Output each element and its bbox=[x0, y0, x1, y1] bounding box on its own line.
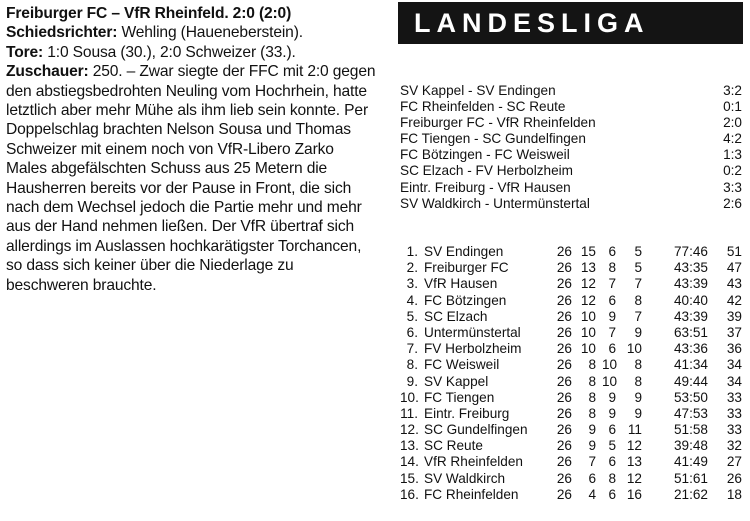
result-row bbox=[400, 83, 742, 99]
standing-rank: 3. bbox=[406, 276, 418, 292]
standing-played: 26 bbox=[556, 276, 572, 292]
standing-rank: 2. bbox=[406, 260, 418, 276]
standing-drawn: 10 bbox=[602, 357, 618, 373]
standing-rank: 16. bbox=[400, 486, 419, 502]
standing-points: 33 bbox=[726, 405, 742, 421]
standing-row bbox=[400, 293, 742, 309]
standing-won: 10 bbox=[580, 308, 596, 324]
standing-won: 8 bbox=[588, 357, 596, 373]
standing-points: 33 bbox=[726, 389, 742, 405]
standing-team: Untermünstertal bbox=[424, 324, 521, 340]
standing-drawn: 5 bbox=[608, 438, 616, 454]
standing-played: 26 bbox=[556, 405, 572, 421]
standing-goals: 41:49 bbox=[673, 454, 708, 470]
standing-team: FC Rheinfelden bbox=[424, 486, 519, 502]
standing-row bbox=[400, 471, 742, 487]
standing-points: 37 bbox=[726, 324, 742, 340]
standing-row bbox=[400, 406, 742, 422]
standing-lost: 16 bbox=[626, 486, 642, 502]
standing-drawn: 8 bbox=[608, 260, 616, 276]
attendance-label: Zuschauer: bbox=[6, 63, 89, 81]
standing-won: 15 bbox=[580, 244, 596, 259]
result-score: 0:1 bbox=[723, 99, 742, 115]
standing-rank: 11. bbox=[400, 405, 418, 421]
standing-won: 9 bbox=[588, 422, 596, 438]
standing-points: 34 bbox=[726, 357, 742, 373]
standing-team: SV Kappel bbox=[424, 373, 489, 389]
standing-lost: 8 bbox=[634, 373, 642, 389]
standing-team: SC Reute bbox=[424, 438, 483, 454]
standing-team: FV Herbolzheim bbox=[424, 341, 522, 357]
standing-rank: 14. bbox=[400, 454, 419, 470]
standing-won: 9 bbox=[588, 438, 596, 454]
standing-played: 26 bbox=[556, 341, 572, 357]
standing-row bbox=[400, 390, 742, 406]
result-row bbox=[400, 131, 742, 147]
standing-row bbox=[400, 438, 742, 454]
result-row bbox=[400, 196, 742, 212]
match-report bbox=[6, 4, 378, 295]
standing-played: 26 bbox=[556, 244, 572, 259]
standing-drawn: 6 bbox=[608, 341, 616, 357]
standing-points: 42 bbox=[726, 292, 742, 308]
standing-row bbox=[400, 374, 742, 390]
standing-rank: 8. bbox=[406, 357, 418, 373]
standing-won: 12 bbox=[580, 276, 596, 292]
standing-lost: 7 bbox=[634, 276, 642, 292]
standing-lost: 11 bbox=[627, 422, 642, 438]
standing-row bbox=[400, 487, 742, 503]
standing-rank: 9. bbox=[406, 373, 418, 389]
standing-team: Freiburger FC bbox=[424, 260, 509, 276]
standing-rank: 1. bbox=[406, 244, 418, 259]
standing-drawn: 9 bbox=[608, 405, 616, 421]
result-row bbox=[400, 163, 742, 179]
standing-played: 26 bbox=[556, 357, 572, 373]
standing-goals: 47:53 bbox=[673, 405, 708, 421]
standing-points: 18 bbox=[726, 486, 742, 502]
standing-points: 26 bbox=[726, 470, 742, 486]
standing-won: 6 bbox=[588, 470, 596, 486]
standing-rank: 7. bbox=[406, 341, 418, 357]
result-score: 2:0 bbox=[723, 115, 742, 131]
standing-lost: 7 bbox=[634, 308, 642, 324]
standing-goals: 53:50 bbox=[673, 389, 708, 405]
standing-goals: 21:62 bbox=[673, 486, 708, 502]
standing-played: 26 bbox=[556, 454, 572, 470]
result-row bbox=[400, 99, 742, 115]
standing-lost: 9 bbox=[634, 324, 642, 340]
standing-drawn: 7 bbox=[608, 276, 616, 292]
standing-points: 27 bbox=[726, 454, 742, 470]
standing-rank: 5. bbox=[406, 308, 418, 324]
standing-points: 36 bbox=[726, 341, 742, 357]
standing-row bbox=[400, 325, 742, 341]
result-match: SV Kappel - SV Endingen bbox=[400, 83, 556, 98]
result-score: 1:3 bbox=[723, 147, 742, 163]
standing-goals: 40:40 bbox=[673, 292, 708, 308]
result-match: SC Elzach - FV Herbolzheim bbox=[400, 163, 573, 179]
standing-drawn: 6 bbox=[608, 486, 616, 502]
referee-value: Wehling (Haueneberstein). bbox=[117, 24, 303, 42]
standing-points: 43 bbox=[726, 276, 742, 292]
result-row bbox=[400, 115, 742, 131]
standing-team: SV Waldkirch bbox=[424, 470, 506, 486]
standing-lost: 10 bbox=[626, 341, 642, 357]
standing-drawn: 8 bbox=[608, 470, 616, 486]
standing-played: 26 bbox=[556, 470, 572, 486]
standing-won: 8 bbox=[588, 405, 596, 421]
standing-points: 39 bbox=[726, 308, 742, 324]
result-match: Eintr. Freiburg - VfR Hausen bbox=[400, 179, 571, 195]
standing-team: SV Endingen bbox=[424, 244, 504, 259]
standing-lost: 5 bbox=[634, 244, 642, 259]
standing-rank: 6. bbox=[406, 324, 418, 340]
standing-row bbox=[400, 422, 742, 438]
standing-rank: 13. bbox=[400, 438, 419, 454]
standing-points: 33 bbox=[726, 422, 742, 438]
standing-won: 12 bbox=[580, 292, 596, 308]
standing-played: 26 bbox=[556, 324, 572, 340]
result-score: 2:6 bbox=[723, 195, 742, 211]
referee-label: Schiedsrichter: bbox=[6, 24, 118, 42]
standing-goals: 63:51 bbox=[673, 324, 708, 340]
standing-team: Eintr. Freiburg bbox=[424, 405, 510, 421]
standing-goals: 51:61 bbox=[673, 470, 708, 486]
goals-value: 1:0 Sousa (30.), 2:0 Schweizer (33.). bbox=[43, 43, 296, 61]
standing-drawn: 10 bbox=[602, 373, 618, 389]
standing-won: 8 bbox=[588, 373, 596, 389]
standing-played: 26 bbox=[556, 422, 572, 438]
standing-points: 32 bbox=[726, 438, 742, 454]
result-match: Freiburger FC - VfR Rheinfelden bbox=[400, 115, 596, 131]
standing-drawn: 9 bbox=[608, 389, 616, 405]
result-row bbox=[400, 147, 742, 163]
standing-won: 8 bbox=[588, 389, 596, 405]
standing-won: 7 bbox=[588, 454, 596, 470]
standing-lost: 8 bbox=[634, 357, 642, 373]
standing-lost: 9 bbox=[634, 389, 642, 405]
standing-points: 51 bbox=[726, 244, 742, 259]
standing-lost: 12 bbox=[626, 470, 642, 486]
standing-points: 34 bbox=[726, 373, 742, 389]
standing-goals: 43:36 bbox=[673, 341, 708, 357]
standing-drawn: 6 bbox=[608, 244, 616, 259]
report-text: 250. – Zwar siegte der FFC mit 2:0 gegen den abstiegsbedrohten Neuling vom Hochrhein, hatte letztlich aber mehr Mühe als ihm lieb sein konnte. Per Doppelschlag brachten Nelson Sousa und Thomas Schweizer mit einem noch von VfR-Libero Zarko Males abgefälschten Schuss aus 25 Metern die Hausherren bereits vor der Pause in Front, die sich nach dem Wechsel jedoch die Partie mehr und mehr aus der Hand nehmen ließen. Der VfR übertraf sich allerdings im Auslassen hochkarätigster Torchancen, so dass sich keiner über die Niederlage zu beschweren brauchte. bbox=[6, 63, 376, 294]
standing-goals: 39:48 bbox=[673, 438, 708, 454]
standing-lost: 13 bbox=[626, 454, 642, 470]
standing-team: SC Gundelfingen bbox=[424, 422, 528, 438]
standing-won: 10 bbox=[580, 341, 596, 357]
result-score: 4:2 bbox=[723, 131, 742, 147]
result-match: FC Rheinfelden - SC Reute bbox=[400, 99, 566, 115]
standing-drawn: 6 bbox=[608, 422, 616, 438]
standing-row bbox=[400, 260, 742, 276]
standing-played: 26 bbox=[556, 389, 572, 405]
result-row bbox=[400, 180, 742, 196]
standing-drawn: 9 bbox=[608, 308, 616, 324]
result-match: SV Waldkirch - Untermünstertal bbox=[400, 195, 590, 211]
standing-row bbox=[400, 244, 742, 260]
result-score: 0:2 bbox=[723, 163, 742, 179]
standing-lost: 5 bbox=[634, 260, 642, 276]
standing-goals: 43:39 bbox=[673, 276, 708, 292]
standing-team: FC Bötzingen bbox=[424, 292, 507, 308]
standing-played: 26 bbox=[556, 486, 572, 502]
standing-row bbox=[400, 357, 742, 373]
standing-won: 13 bbox=[580, 260, 596, 276]
standing-goals: 51:58 bbox=[673, 422, 708, 438]
standing-team: FC Weisweil bbox=[424, 357, 500, 373]
standing-team: VfR Hausen bbox=[424, 276, 498, 292]
standing-team: SC Elzach bbox=[424, 308, 488, 324]
result-match: FC Bötzingen - FC Weisweil bbox=[400, 147, 570, 163]
standings-table bbox=[400, 244, 742, 503]
standing-goals: 43:39 bbox=[673, 308, 708, 324]
report-body bbox=[6, 62, 378, 295]
standing-row bbox=[400, 309, 742, 325]
standing-drawn: 6 bbox=[608, 292, 616, 308]
standing-won: 4 bbox=[588, 486, 596, 502]
standing-goals: 49:44 bbox=[673, 373, 708, 389]
standing-team: VfR Rheinfelden bbox=[424, 454, 523, 470]
standing-played: 26 bbox=[556, 292, 572, 308]
results-list bbox=[400, 83, 742, 212]
standing-rank: 12. bbox=[400, 422, 419, 438]
goals-line bbox=[6, 43, 378, 62]
standing-played: 26 bbox=[556, 373, 572, 389]
standing-lost: 9 bbox=[634, 405, 642, 421]
referee-line bbox=[6, 23, 378, 42]
standing-team: FC Tiengen bbox=[424, 389, 495, 405]
standing-rank: 10. bbox=[400, 389, 419, 405]
goals-label: Tore: bbox=[6, 43, 44, 61]
result-score: 3:2 bbox=[723, 83, 742, 98]
standing-lost: 12 bbox=[626, 438, 642, 454]
standing-points: 47 bbox=[726, 260, 742, 276]
standing-drawn: 6 bbox=[608, 454, 616, 470]
standing-played: 26 bbox=[556, 308, 572, 324]
standing-goals: 77:46 bbox=[673, 244, 708, 259]
standing-goals: 41:34 bbox=[673, 357, 708, 373]
standing-rank: 4. bbox=[406, 292, 418, 308]
standing-played: 26 bbox=[556, 260, 572, 276]
result-match: FC Tiengen - SC Gundelfingen bbox=[400, 131, 586, 147]
standing-goals: 43:35 bbox=[673, 260, 708, 276]
standing-lost: 8 bbox=[634, 292, 642, 308]
standing-row bbox=[400, 341, 742, 357]
league-banner: LANDESLIGA bbox=[398, 2, 743, 44]
standing-row bbox=[400, 276, 742, 292]
standing-rank: 15. bbox=[400, 470, 419, 486]
standing-row bbox=[400, 454, 742, 470]
result-score: 3:3 bbox=[723, 179, 742, 195]
standing-played: 26 bbox=[556, 438, 572, 454]
standing-won: 10 bbox=[580, 324, 596, 340]
standing-drawn: 7 bbox=[608, 324, 616, 340]
match-headline: Freiburger FC – VfR Rheinfeld. 2:0 (2:0) bbox=[6, 5, 292, 22]
